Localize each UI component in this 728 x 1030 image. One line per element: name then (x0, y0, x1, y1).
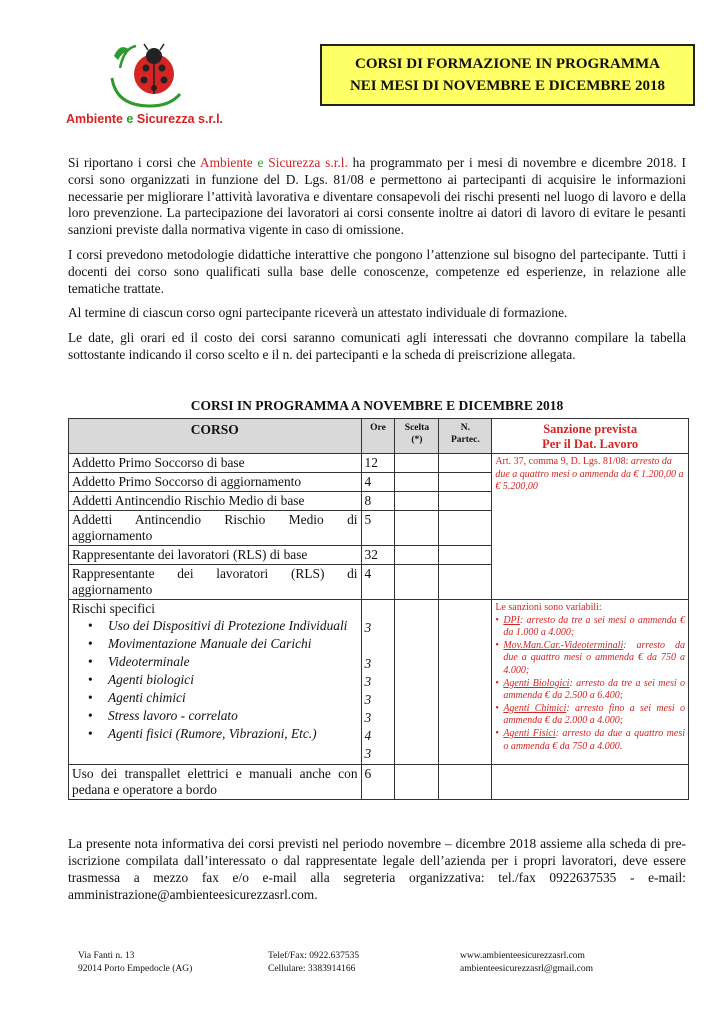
sanction-group-1: Art. 37, comma 9, D. Lgs. 81/08: arresto da due a quattro mesi o ammenda da € 1.200,00 a € 5.200,00 (492, 454, 689, 600)
participants-cell[interactable] (439, 511, 492, 546)
footer-address: Via Fanti n. 13 92014 Porto Empedocle (AG) (78, 951, 193, 974)
course-hours: 3 (364, 674, 372, 689)
list-item: • Stress lavoro - correlato (86, 707, 358, 725)
course-hours: 3 (364, 656, 372, 671)
course-hours: 6 (361, 765, 395, 800)
course-hours: 3 (364, 710, 372, 725)
choice-cell[interactable] (395, 565, 439, 600)
participants-cell[interactable] (439, 600, 492, 765)
intro-paragraph-3: Al termine di ciascun corso ogni partecipante riceverà un attestato individuale di formazione. (68, 305, 568, 321)
intro-text (68, 155, 686, 372)
rischi-specifici-cell (69, 600, 362, 765)
course-name: Addetto Primo Soccorso di aggiornamento (69, 473, 362, 492)
course-name: Addetti Antincendio Rischio Medio di base (69, 492, 362, 511)
sanctions-variable-title: Le sanzioni sono variabili: (495, 602, 602, 613)
list-item: • Uso dei Dispositivi di Protezione Individuali (86, 617, 358, 635)
list-item: • Agenti Biologici: arresto da tre a sei mesi o ammenda € da 2.500 a 6.400; (495, 678, 685, 703)
intro-paragraph-1: Si riportano i corsi che Ambiente e Sicurezza s.r.l. ha programmato per i mesi di novembre e dicembre 2018. I corsi sono organizzati in funzione del D. Lgs. 81/08 e permettono ai partecipanti di acquisire le informazioni necessarie per migliorare l’attività lavorativa e diventare consapevoli dei rischi presenti nel luogo di lavoro e della loro prevenzione. La partecipazione dei lavoratori ai corsi consente inoltre ai datori di lavoro di evitare le pesanti sanzioni previste dalla normativa vigente in caso di omissione. (68, 155, 686, 238)
course-name: Uso dei transpallet elettrici e manuali anche con pedana e operatore a bordo (69, 765, 362, 800)
rischi-hours (361, 600, 395, 765)
closing-paragraph: La presente nota informativa dei corsi previsti nel periodo novembre – dicembre 2018 assieme alla scheda di pre-iscrizione compilata dall’interessato o dal rappresentate legale dell’azienda per i propri lavoratori, deve essere trasmessa a mezzo fax e/o e-mail alla segreteria organizzativa: tel./fax 0922637535 - e-mail: amministrazione@ambienteesicurezzasrl.com. (68, 836, 686, 902)
course-hours: 3 (364, 746, 372, 761)
choice-cell[interactable] (395, 546, 439, 565)
choice-cell[interactable] (395, 765, 439, 800)
empty-sanction-cell (492, 765, 689, 800)
course-hours: 32 (361, 546, 395, 565)
participants-cell[interactable] (439, 765, 492, 800)
footer-web: www.ambienteesicurezzasrl.com ambienteesicurezzasrl@gmail.com (460, 951, 593, 974)
participants-cell[interactable] (439, 546, 492, 565)
courses-table (68, 418, 689, 800)
course-hours: 3 (364, 692, 372, 707)
course-hours: 3 (364, 620, 372, 635)
sanctions-list (495, 615, 685, 754)
course-hours: 4 (364, 728, 372, 743)
header-partecipanti: N. Partec. (439, 419, 492, 454)
list-item: • Mov.Man.Car.-Videoterminali: arresto da due a quattro mesi o ammenda € da 750 a 4.000; (495, 640, 685, 678)
choice-cell[interactable] (395, 454, 439, 473)
list-item: • Agenti Chimici: arresto fino a sei mesi o ammenda € da 2.000 a 4.000; (495, 703, 685, 728)
list-item: • Agenti biologici (86, 671, 358, 689)
choice-cell[interactable] (395, 492, 439, 511)
list-item: • Agenti Fisici: arresto da due a quattro mesi o ammenda € da 750 a 4.000. (495, 728, 685, 753)
course-hours: 4 (361, 473, 395, 492)
course-name: Addetto Primo Soccorso di base (69, 454, 362, 473)
course-name: Addetti Antincendio Rischio Medio di aggiornamento (69, 511, 362, 546)
header-scelta: Scelta (*) (395, 419, 439, 454)
title-line-1: CORSI DI FORMAZIONE IN PROGRAMMA (355, 56, 660, 72)
ladybug-logo-icon (106, 38, 186, 110)
course-name: Rappresentante dei lavoratori (RLS) di base (69, 546, 362, 565)
list-item: • Movimentazione Manuale dei Carichi (86, 635, 358, 653)
table-row (69, 765, 689, 800)
sanction-group-2 (492, 600, 689, 765)
company-logo (66, 38, 256, 128)
header-ore: Ore (361, 419, 395, 454)
intro-paragraph-4: Le date, gli orari ed il costo dei corsi saranno comunicati agli interessati che dovranno compilare la tabella sottostante indicando il corso scelto e il n. dei partecipanti e la scheda di preiscrizione allegata. (68, 330, 686, 362)
course-hours: 4 (361, 565, 395, 600)
table-header-row (69, 419, 689, 454)
choice-cell[interactable] (395, 600, 439, 765)
header-corso: CORSO (69, 419, 362, 454)
course-hours: 5 (361, 511, 395, 546)
participants-cell[interactable] (439, 565, 492, 600)
table-row-rischi-specifici (69, 600, 689, 765)
choice-cell[interactable] (395, 473, 439, 492)
list-item: • Agenti fisici (Rumore, Vibrazioni, Etc.) (86, 725, 358, 743)
list-item: • Videoterminale (86, 653, 358, 671)
course-name: Rappresentante dei lavoratori (RLS) di aggiornamento (69, 565, 362, 600)
choice-cell[interactable] (395, 511, 439, 546)
table-row (69, 454, 689, 473)
rischi-title: Rischi specifici (72, 601, 155, 616)
participants-cell[interactable] (439, 454, 492, 473)
rischi-list (72, 617, 358, 743)
title-line-2: NEI MESI DI NOVEMBRE E DICEMBRE 2018 (349, 78, 666, 94)
participants-cell[interactable] (439, 492, 492, 511)
list-item: • Agenti chimici (86, 689, 358, 707)
footer-phone: Telef/Fax: 0922.637535 Cellulare: 3383914166 (268, 951, 360, 974)
document-title-box (320, 44, 695, 106)
participants-cell[interactable] (439, 473, 492, 492)
course-hours: 8 (361, 492, 395, 511)
course-hours: 12 (361, 454, 395, 473)
intro-paragraph-2: I corsi prevedono metodologie didattiche interattive che pongono l’attenzione sul bisogno del partecipante. Tutti i docenti dei corso sono qualificati sulla base delle conoscenze, competenze ed esperienze, in relazione alle tematiche trattate. (68, 246, 686, 296)
logo-text: Ambiente e Sicurezza s.r.l. (66, 112, 224, 126)
list-item: • DPI: arresto da tre a sei mesi o ammenda € da 1.000 a 4.000; (495, 615, 685, 640)
header-sanzione: Sanzione prevista Per il Dat. Lavoro (492, 419, 689, 454)
table-title: CORSI IN PROGRAMMA A NOVEMBRE E DICEMBRE 2018 (190, 398, 564, 413)
